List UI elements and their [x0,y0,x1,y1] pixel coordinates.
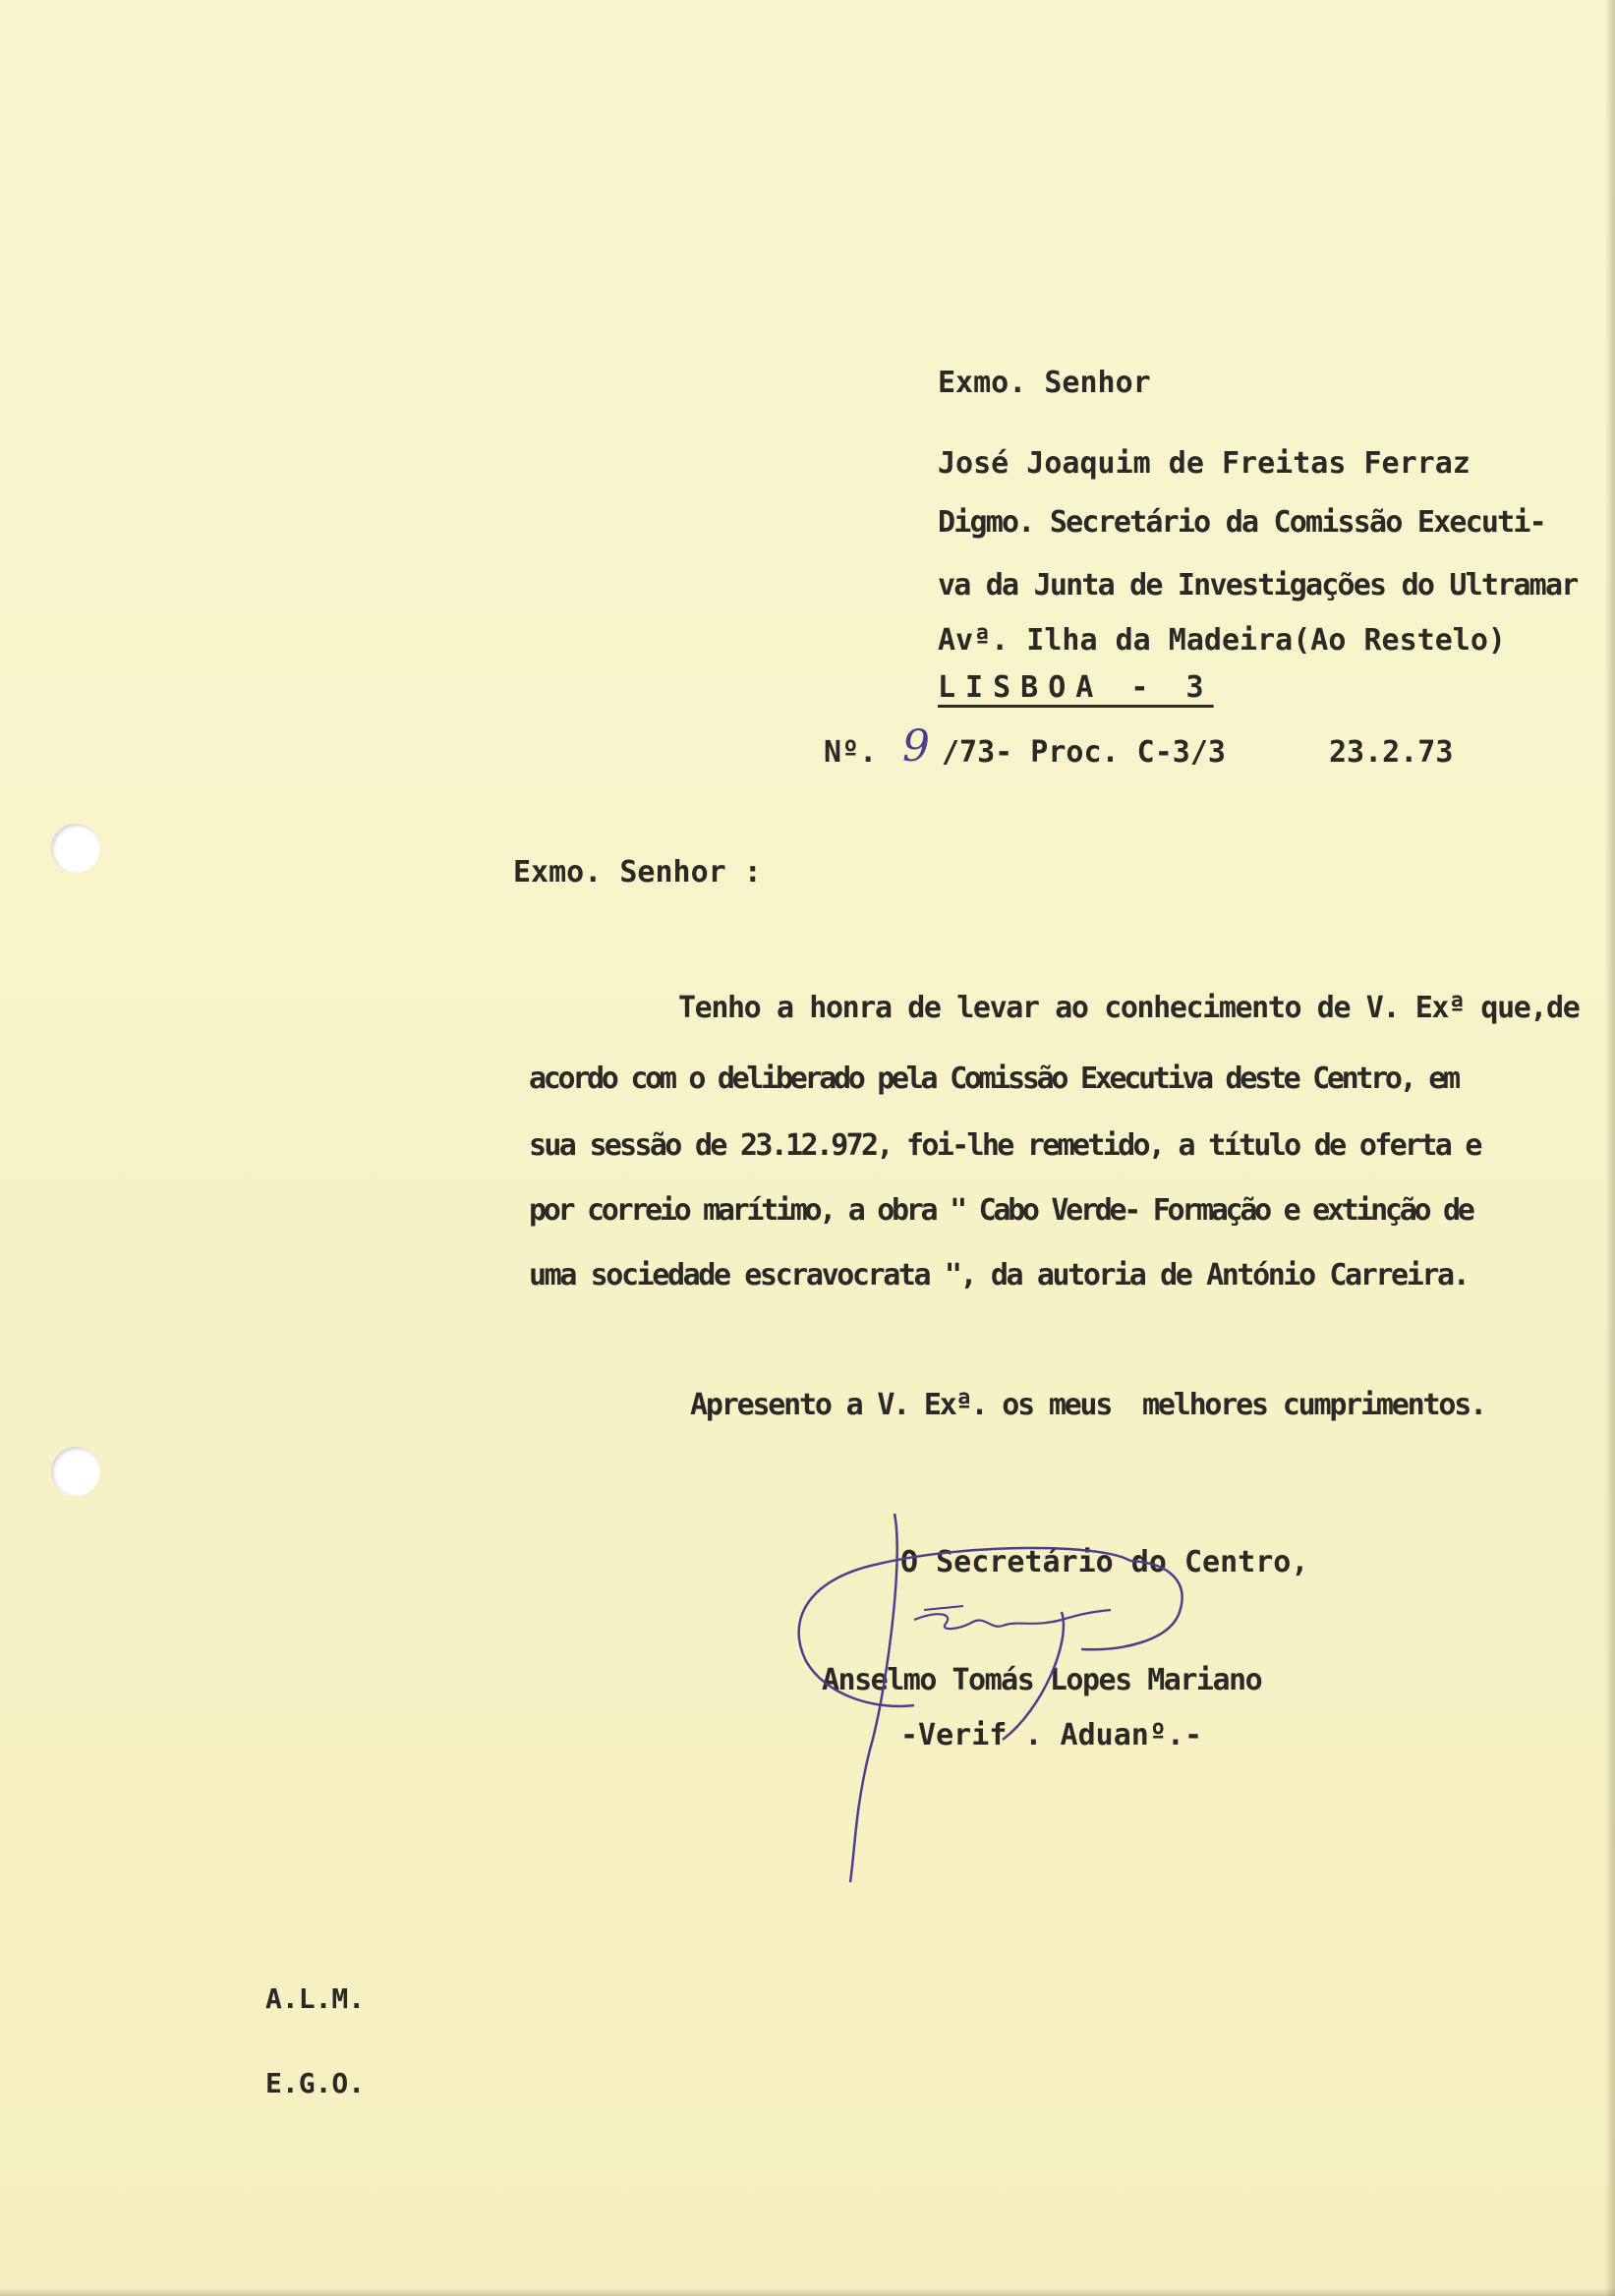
body-line-1: Tenho a honra de levar ao conhecimento de V. Exª que,de [678,991,1580,1025]
initials-line-1: A.L.M. [265,1982,366,2015]
reference-prefix: Nº. [824,735,878,770]
body-line-4: por correio marítimo, a obra " Cabo Verde- Formação e extinção de [529,1193,1472,1228]
handwritten-signature [767,1504,1317,1897]
body-line-5: uma sociedade escravocrata ", da autoria de António Carreira. [529,1258,1469,1292]
signatory-name: Anselmo Tomás Lopes Mariano [822,1663,1262,1697]
punch-hole-top [51,824,100,873]
reference-handwritten-number: 9 [902,721,930,772]
paper-edge-shadow [1605,0,1615,2296]
body-line-2: acordo com o deliberado pela Comissão Executiva deste Centro, em [529,1062,1458,1096]
recipient-street: Avª. Ilha da Madeira(Ao Restelo) [938,623,1506,658]
body-line-3: sua sessão de 23.12.972, foi-lhe remetido, a título de oferta e [529,1128,1480,1163]
recipient-name: José Joaquim de Freitas Ferraz [938,446,1471,481]
paper-bottom-shadow [0,2288,1615,2296]
address-salutation: Exmo. Senhor [938,366,1151,400]
initials-line-2: E.G.O. [265,2067,366,2099]
letter-greeting: Exmo. Senhor : [513,855,762,890]
recipient-city: LISBOA - 3 [938,670,1214,705]
signatory-subtitle: -Verif . Aduanº.- [900,1718,1203,1752]
closing-line: Apresento a V. Exª. os meus melhores cumprimentos. [690,1388,1485,1422]
reference-process: /73- Proc. C-3/3 [942,735,1226,770]
recipient-role-line2: va da Junta de Investigações do Ultramar [938,568,1578,603]
punch-hole-bottom [51,1447,100,1496]
recipient-role-line1: Digmo. Secretário da Comissão Executi- [938,505,1545,540]
signature-title: O Secretário do Centro, [900,1545,1309,1579]
letter-date: 23.2.73 [1329,735,1454,770]
